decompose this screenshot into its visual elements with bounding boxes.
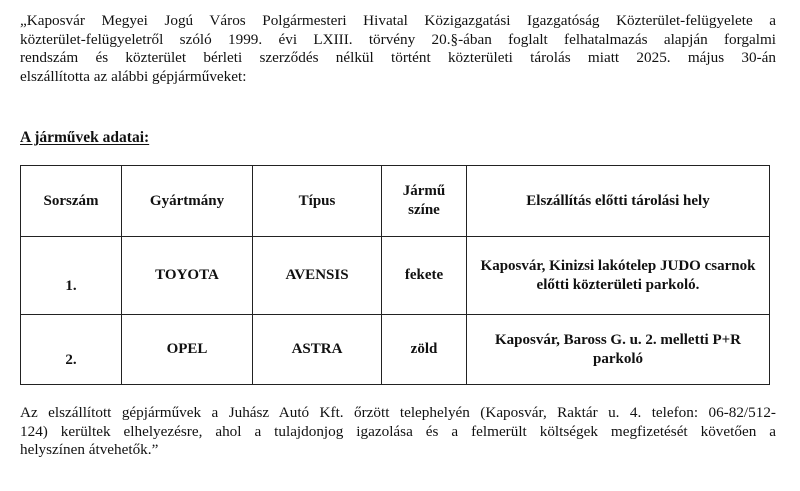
vehicles-table	[20, 165, 770, 385]
intro-paragraph	[20, 12, 776, 86]
cell-gyartmany: OPEL	[122, 315, 253, 385]
cell-szin: zöld	[382, 315, 467, 385]
cell-hely: Kaposvár, Baross G. u. 2. melletti P+R parkoló	[467, 315, 770, 385]
cell-gyartmany: TOYOTA	[122, 237, 253, 315]
cell-szin: fekete	[382, 237, 467, 315]
table-header-row	[21, 166, 770, 237]
header-gyartmany: Gyártmány	[122, 166, 253, 237]
outro-line: 124) kerültek elhelyezésre, ahol a tulajdonjog igazolása és a felmerült költségek megfizetését követően a	[20, 422, 776, 440]
outro-paragraph	[20, 404, 776, 460]
cell-sorszam: 2.	[21, 315, 122, 385]
cell-sorszam: 1.	[21, 237, 122, 315]
outro-line: helyszínen átvehetők.”	[20, 441, 159, 458]
intro-line: közterület-felügyeletről szóló 1999. évi LXIII. törvény 20.§-ában foglalt felhatalmazás alapján forgalmi	[20, 30, 776, 48]
table-row	[21, 237, 770, 315]
table-row	[21, 315, 770, 385]
cell-tipus: AVENSIS	[253, 237, 382, 315]
intro-line: „Kaposvár Megyei Jogú Város Polgármesteri Hivatal Közigazgatási Igazgatóság Közterület-felügyelete a	[20, 12, 776, 29]
header-hely: Elszállítás előtti tárolási hely	[467, 166, 770, 237]
header-szin: Jármű színe	[382, 166, 467, 237]
intro-line: rendszám és közterület bérleti szerződés nélkül történt közterületi tárolás miatt 2025. május 30-án	[20, 49, 776, 66]
header-tipus: Típus	[253, 166, 382, 237]
intro-line: elszállította az alábbi gépjárműveket:	[20, 67, 247, 85]
outro-line: Az elszállított gépjárművek a Juhász Autó Kft. őrzött telephelyén (Kaposvár, Raktár u. 4. telefon: 06-82/512-	[20, 404, 776, 421]
section-heading: A járművek adatai:	[20, 129, 150, 146]
cell-tipus: ASTRA	[253, 315, 382, 385]
cell-hely: Kaposvár, Kinizsi lakótelep JUDO csarnok előtti közterületi parkoló.	[467, 237, 770, 315]
header-sorszam: Sorszám	[21, 166, 122, 237]
